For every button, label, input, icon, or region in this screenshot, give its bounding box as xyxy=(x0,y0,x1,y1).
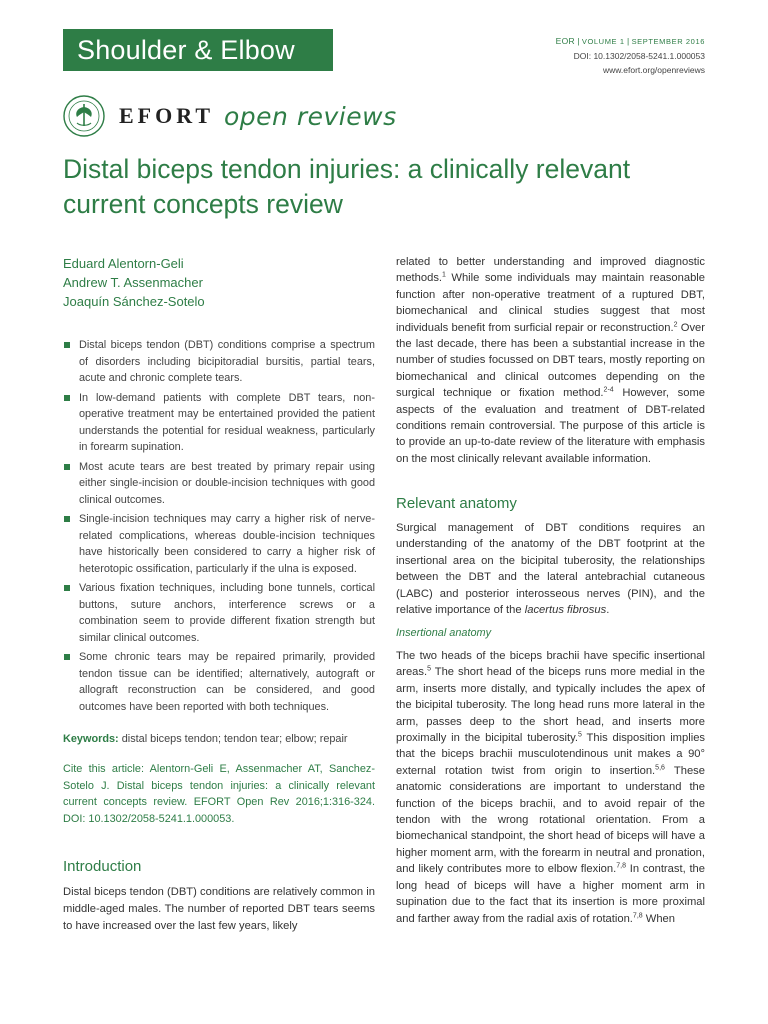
section-heading-anatomy: Relevant anatomy xyxy=(396,495,517,512)
efort-seal-icon xyxy=(63,95,105,137)
author-name: Eduard Alentorn-Geli xyxy=(63,256,184,271)
volume-label: VOLUME 1 xyxy=(581,37,625,46)
insertional-anatomy-text: The two heads of the biceps brachii have specific insertional areas.$^5$ The short head of the biceps runs more medial in the arm, inserts more distally, and typically includes the apex of the bicipital tuberosity. The long head runs more lateral in the arm, passes deep to the short head, and inserts more proximally in the bicipital tuberosity.$^5$ This disposition implies that the biceps brachii musculotendinous unit makes a 90° external rotation twist from origin to insertion.$^{5,6}$ These anatomic considerations are important to understand the function of the biceps brachii, and to avoid repair of the tendon with the wrong rotational orientation. From a biomechanical standpoint, the short head of biceps will have a higher moment arm, with the forearm in neutral and pronation, and likely contributes more to elbow flexion.$^{7,8}$ In contrast, the long head of biceps will have a higher moment arm in supination due to the fact that its insertion is more proximal and farther away from the radial axis of rotation.$^{7,8}$ When xyxy=(396,650,706,925)
key-point: Distal biceps tendon (DBT) conditions comprise a spectrum of disorders including bicipitoradial bursitis, partial tears, acute and chronic complete tears. xyxy=(63,337,375,387)
reference-marker[interactable]: 2 xyxy=(673,320,678,328)
key-points-list xyxy=(63,337,375,718)
introduction-text: Distal biceps tendon (DBT) conditions are relatively common in middle-aged males. The number of reported DBT tears seems to have increased over the last few years, likely xyxy=(63,886,375,932)
publisher-logo xyxy=(63,92,397,140)
journal-url[interactable]: www.efort.org/openreviews xyxy=(602,65,705,75)
keywords-label: Keywords: xyxy=(63,733,119,745)
reference-marker[interactable]: 1 xyxy=(442,271,446,279)
efort-wordmark: EFORT xyxy=(119,103,215,128)
open-reviews-wordmark: open reviews xyxy=(224,101,397,131)
key-point: Most acute tears are best treated by primary repair using either single-incision or double-incision techniques with good clinical outcomes. xyxy=(63,459,375,509)
introduction-continued: related to better understanding and improved diagnostic methods.$^1$ While some individuals may maintain reasonable function after non-operative treatment of a ruptured DBT, biomechanical and clinical studies suggest that most individuals benefit from surficial repair or reconstruction.$^2$ Over the last decade, there has been a substantial increase in the number of studies focussed on DBT tears, mostly reporting on biomechanical and clinical outcomes depending on the surgical technique or fixation method.$^{2-4}$ However, some aspects of the evaluation and treatment of DBT-related conditions remain controversial. The purpose of this article is to provide an up-to-date review of the literature with emphasis on the most clinically relevant available information. xyxy=(396,256,705,465)
reference-marker[interactable]: 5 xyxy=(578,731,582,739)
article-title: Distal biceps tendon injuries: a clinically relevant current concepts review xyxy=(63,154,631,219)
lacertus-term: lacertus fibrosus xyxy=(524,604,607,617)
key-point: Various fixation techniques, including bone tunnels, cortical buttons, suture anchors, interference screws or a combination seem to provide different fixation strength but similar clinical outcomes. xyxy=(63,580,375,646)
author-name: Andrew T. Assenmacher xyxy=(63,275,203,290)
citation: Cite this article: Alentorn-Geli E, Assenmacher AT, Sanchez-Sotelo J. Distal biceps tendon injuries: a clinically relevant current concepts review. EFORT Open Rev 2016;1:316-324. DOI: 10.1302/2058-5241.1.000053. xyxy=(63,763,375,825)
key-point: Some chronic tears may be repaired primarily, provided tendon tissue can be identified; alternatively, autograft or allograft reconstruction can be considered, and good outcomes have been reported with both techniques. xyxy=(63,649,375,715)
section-heading-introduction: Introduction xyxy=(63,858,142,875)
issue-date: SEPTEMBER 2016 xyxy=(631,37,705,46)
reference-marker[interactable]: 7,8 xyxy=(616,862,626,870)
author-list xyxy=(63,254,363,311)
journal-abbrev: EOR xyxy=(555,36,575,46)
journal-meta: EOR | VOLUME 1 | SEPTEMBER 2016 DOI: 10.1302/2058-5241.1.000053 www.efort.org/openreviews xyxy=(555,36,705,75)
reference-marker[interactable]: 7,8 xyxy=(632,911,643,919)
anatomy-text: Surgical management of DBT conditions requires an understanding of the anatomy of the DBT footprint at the insertional area on the bicipital tuberosity, the relationships between the DBT and the lateral antebrachial cutaneous (LABC) and posterior interosseous nerves (PIN), and the relative importance of the lacertus fibrosus. xyxy=(396,522,705,617)
reference-marker[interactable]: 5 xyxy=(427,665,431,673)
subheading-insertional-anatomy: Insertional anatomy xyxy=(396,627,492,639)
keywords xyxy=(63,731,375,748)
journal-section-banner: Shoulder & Elbow xyxy=(63,29,333,71)
reference-marker[interactable]: 5,6 xyxy=(655,764,665,772)
keywords-value: distal biceps tendon; tendon tear; elbow; repair xyxy=(121,733,348,745)
key-point: Single-incision techniques may carry a higher risk of nerve-related complications, whereas double-incision techniques have historically been considered to carry a higher risk of heterotopic ossification, particularly if the ulna is exposed. xyxy=(63,511,375,577)
key-point: In low-demand patients with complete DBT tears, non-operative treatment may be entertained provided the patient understands the potential for residual weakness, particularly in forearm supination. xyxy=(63,390,375,456)
reference-marker[interactable]: 2-4 xyxy=(603,386,614,394)
author-name: Joaquín Sánchez-Sotelo xyxy=(63,294,205,309)
doi-label: DOI: 10.1302/2058-5241.1.000053 xyxy=(573,51,705,61)
